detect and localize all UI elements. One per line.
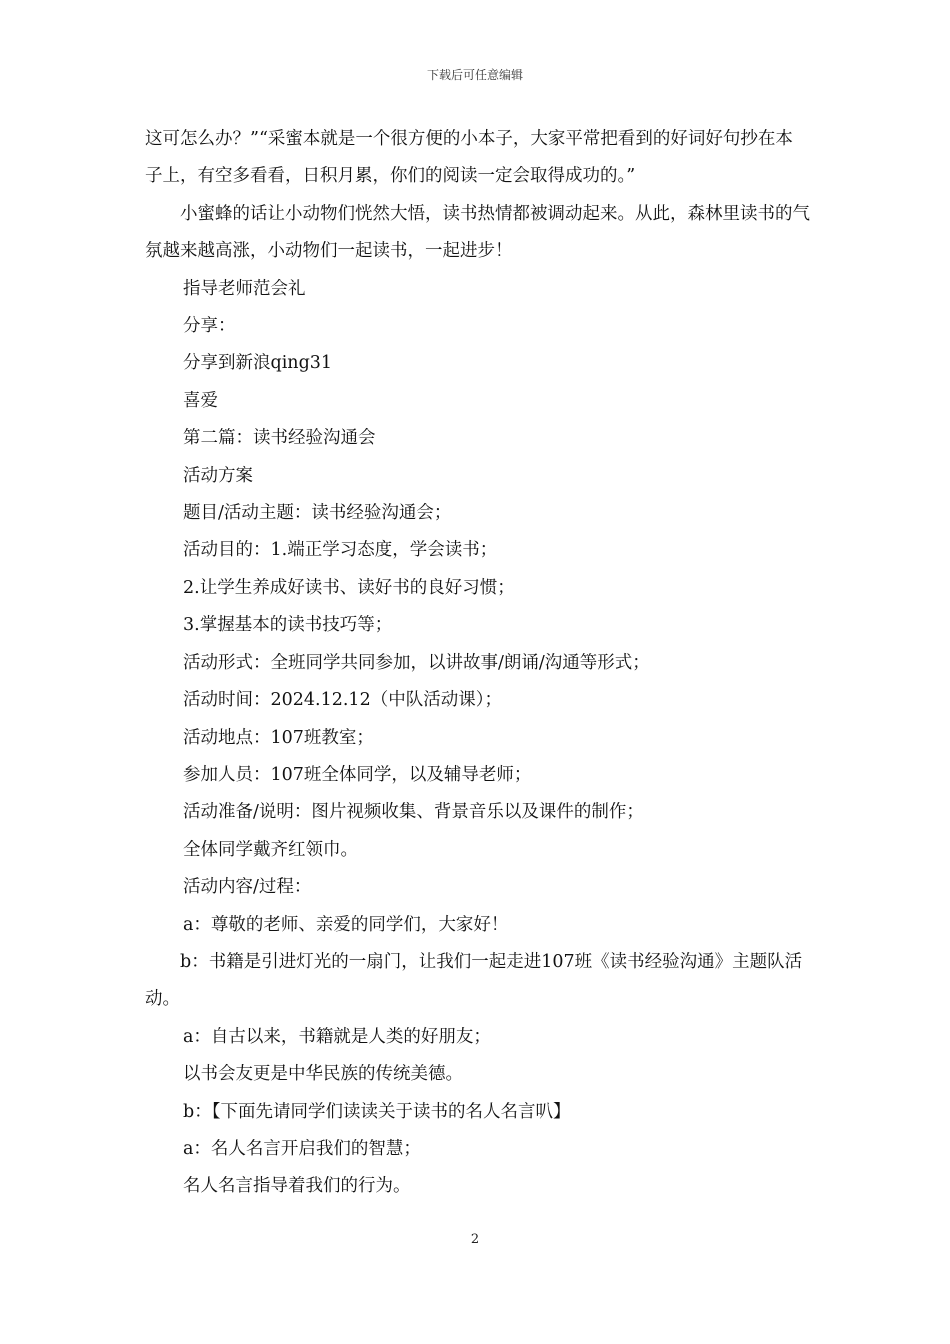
paragraph: b：书籍是引进灯光的一扇门，让我们一起走进107班《读书经验沟通》主题队活动。 bbox=[145, 951, 803, 1010]
text-line: 分享： bbox=[183, 316, 236, 337]
text-line: 活动目的：1.端正学习态度，学会读书； bbox=[183, 540, 498, 561]
text-line: a：自古以来，书籍就是人类的好朋友； bbox=[183, 1026, 491, 1047]
paragraph: 小蜜蜂的话让小动物们恍然大悟，读书热情都被调动起来。从此，森林里读书的气氛越来越高涨，小动物们一起读书，一起进步！ bbox=[145, 203, 810, 262]
text-line: 指导老师范会礼 bbox=[183, 278, 306, 299]
text-line: 2.让学生养成好读书、读好书的良好习惯； bbox=[183, 577, 515, 598]
text-line: 活动地点：107班教室； bbox=[183, 727, 374, 748]
text-line: 活动内容/过程： bbox=[183, 877, 312, 898]
paragraph-continued: 这可怎么办？”“采蜜本就是一个很方便的小本子，大家平常把看到的好词好句抄在本子上，有空多看看，日积月累，你们的阅读一定会取得成功的。” bbox=[145, 129, 793, 187]
document-body bbox=[145, 121, 810, 1206]
share-link[interactable]: 分享到新浪qing31 bbox=[183, 353, 333, 374]
page-header-note: 下载后可任意编辑 bbox=[426, 68, 523, 82]
text-line: 全体同学戴齐红领巾。 bbox=[183, 839, 358, 860]
text-line: 题目/活动主题：读书经验沟通会； bbox=[183, 503, 452, 524]
section-title: 第二篇：读书经验沟通会 bbox=[183, 428, 376, 449]
text-line: b：【下面先请同学们读读关于读书的名人名言叭】 bbox=[183, 1101, 571, 1122]
text-line: 参加人员：107班全体同学，以及辅导老师； bbox=[183, 764, 532, 785]
text-line: 名人名言指导着我们的行为。 bbox=[183, 1176, 411, 1197]
text-line: 活动准备/说明：图片视频收集、背景音乐以及课件的制作； bbox=[183, 802, 644, 823]
text-line: a：尊敬的老师、亲爱的同学们，大家好！ bbox=[183, 914, 509, 935]
text-line: 喜爱 bbox=[183, 390, 218, 411]
text-line: a：名人名言开启我们的智慧； bbox=[183, 1138, 421, 1159]
text-line: 活动形式：全班同学共同参加，以讲故事/朗诵/沟通等形式； bbox=[183, 652, 650, 673]
text-line: 活动时间：2024.12.12（中队活动课）； bbox=[183, 690, 502, 711]
text-line: 活动方案 bbox=[183, 465, 253, 486]
text-line: 以书会友更是中华民族的传统美德。 bbox=[183, 1064, 463, 1085]
page-number: 2 bbox=[470, 1232, 480, 1247]
text-line: 3.掌握基本的读书技巧等； bbox=[183, 615, 393, 636]
